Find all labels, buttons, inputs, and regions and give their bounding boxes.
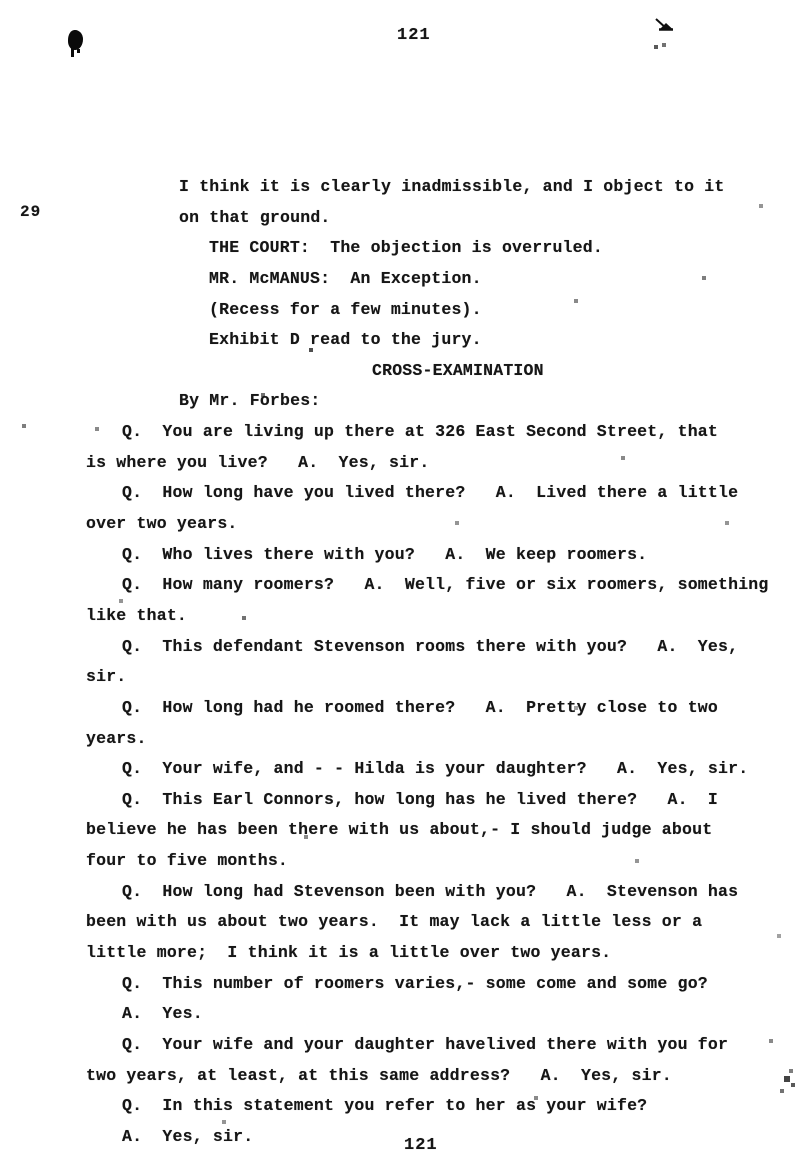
transcript-body xyxy=(86,172,796,1153)
transcript-line: on that ground. xyxy=(179,207,331,227)
transcript-line: Q. How long had he roomed there? A. Pretty close to two xyxy=(122,697,718,717)
transcript-line: MR. McMANUS: An Exception. xyxy=(209,268,482,288)
transcript-line: Q. How many roomers? A. Well, five or six roomers, something xyxy=(122,575,769,595)
transcript-line: A. Yes, sir. xyxy=(122,1126,254,1146)
transcript-line: over two years. xyxy=(86,514,238,534)
transcript-line: like that. xyxy=(86,605,188,625)
transcript-line: four to five months. xyxy=(86,851,289,871)
scan-noise-specks xyxy=(0,0,2,2)
page-number-top: 121 xyxy=(397,26,431,45)
transcript-line: Exhibit D read to the jury. xyxy=(209,330,482,350)
page-number-bottom: 121 xyxy=(404,1136,438,1155)
transcript-line: Q. How long have you lived there? A. Lived there a little xyxy=(122,483,739,503)
transcript-line: been with us about two years. It may lack a little less or a xyxy=(86,912,703,932)
transcript-line: I think it is clearly inadmissible, and I object to it xyxy=(179,177,725,196)
transcript-line: Q. How long had Stevenson been with you? A. Stevenson has xyxy=(122,881,739,901)
transcript-line: CROSS-EXAMINATION xyxy=(372,360,544,380)
transcript-line: Q. Your wife, and - - Hilda is your daughter? A. Yes, sir. xyxy=(122,759,749,779)
margin-line-number: 29 xyxy=(20,203,42,221)
transcript-line: is where you live? A. Yes, sir. xyxy=(86,452,430,472)
transcript-line: Q. Who lives there with you? A. We keep roomers. xyxy=(122,544,648,564)
transcript-line: Q. This Earl Connors, how long has he lived there? A. I xyxy=(122,789,718,809)
transcript-line: (Recess for a few minutes). xyxy=(209,299,482,319)
transcript-line: Q. Your wife and your daughter havelived there with you for xyxy=(122,1034,729,1054)
transcript-line: Q. This defendant Stevenson rooms there with you? A. Yes, xyxy=(122,636,739,656)
ink-blot xyxy=(68,30,83,50)
transcript-line: little more; I think it is a little over two years. xyxy=(86,943,612,963)
transcript-line: Q. You are living up there at 326 East Second Street, that xyxy=(122,422,718,442)
transcript-line: believe he has been there with us about,- I should judge about xyxy=(86,820,713,840)
transcript-line: two years, at least, at this same address? A. Yes, sir. xyxy=(86,1065,672,1085)
transcript-line: Q. In this statement you refer to her as your wife? xyxy=(122,1096,648,1116)
transcript-line: years. xyxy=(86,728,147,748)
transcript-line: By Mr. Forbes: xyxy=(179,391,321,411)
transcript-line: A. Yes. xyxy=(122,1004,203,1024)
pen-stroke-mark xyxy=(650,16,680,52)
transcript-line: THE COURT: The objection is overruled. xyxy=(209,238,603,258)
transcript-line: Q. This number of roomers varies,- some come and some go? xyxy=(122,973,708,993)
transcript-line: sir. xyxy=(86,667,127,687)
